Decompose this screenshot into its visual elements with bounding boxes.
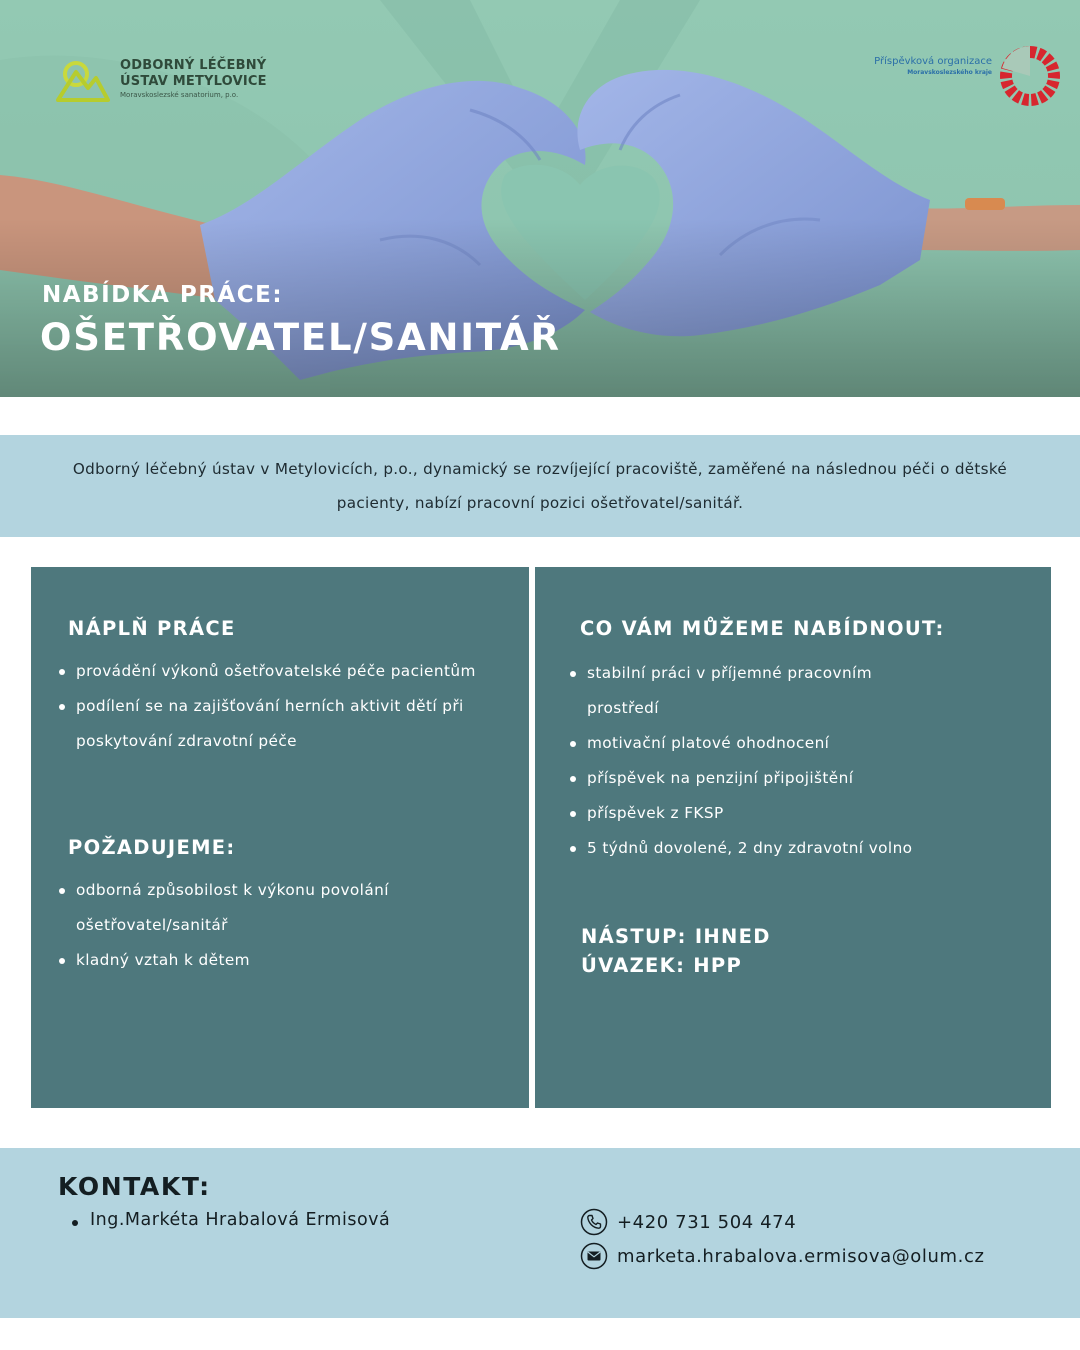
- terms-block: [581, 922, 771, 980]
- badge-line2: Moravskoslezského kraje: [907, 69, 992, 76]
- contact-title: KONTAKT:: [58, 1172, 211, 1201]
- contract-type: ÚVAZEK: HPP: [581, 954, 743, 977]
- list-item: odborná způsobilost k výkonu povolání ošetřovatel/sanitář: [57, 873, 487, 943]
- duties-panel: [31, 567, 529, 1108]
- institution-logo: [56, 58, 267, 102]
- job-offer-label: NABÍDKA PRÁCE:: [42, 282, 284, 308]
- brand-name-line2: ÚSTAV METYLOVICE: [120, 74, 267, 89]
- list-item: kladný vztah k dětem: [57, 943, 487, 978]
- job-title: OŠETŘOVATEL/SANITÁŘ: [40, 316, 561, 359]
- phone-number[interactable]: +420 731 504 474: [617, 1211, 797, 1233]
- offer-title: CO VÁM MŮŽEME NABÍDNOUT:: [580, 617, 945, 640]
- duties-list: [57, 654, 507, 759]
- list-item: příspěvek na penzijní připojištění: [568, 761, 1008, 796]
- email-icon: [580, 1242, 608, 1270]
- list-item: příspěvek z FKSP: [568, 796, 1008, 831]
- contact-person: Ing.Markéta Hrabalová Ermisová: [72, 1210, 390, 1230]
- hero-banner: [0, 0, 1080, 397]
- list-item: podílení se na zajišťování herních aktivit dětí při poskytování zdravotní péče: [57, 689, 507, 759]
- brand-subtitle: Moravskoslezské sanatorium, p.o.: [120, 91, 239, 99]
- email-address[interactable]: marketa.hrabalova.ermisova@olum.cz: [617, 1245, 985, 1267]
- phone-row[interactable]: [580, 1208, 796, 1236]
- email-row[interactable]: [580, 1242, 985, 1270]
- requirements-list: [57, 873, 487, 978]
- contact-band: [0, 1148, 1080, 1318]
- offer-list: [568, 656, 1008, 866]
- list-item: 5 týdnů dovolené, 2 dny zdravotní volno: [568, 831, 1008, 866]
- list-item: provádění výkonů ošetřovatelské péče pacientům: [57, 654, 507, 689]
- offer-panel: [535, 567, 1051, 1108]
- region-ring-icon: [998, 44, 1062, 108]
- list-item: motivační platové ohodnocení: [568, 726, 1008, 761]
- requirements-title: POŽADUJEME:: [68, 836, 236, 859]
- phone-icon: [580, 1208, 608, 1236]
- region-badge: [874, 44, 1062, 108]
- intro-text: Odborný léčebný ústav v Metylovicích, p.o., dynamický se rozvíjející pracoviště, zaměřené na následnou péči o dětské pacienty, nabízí pracovní pozici ošetřovatel/sanitář.: [72, 460, 1008, 512]
- brand-name-line1: ODBORNÝ LÉČEBNÝ: [120, 58, 267, 73]
- duties-title: NÁPLŇ PRÁCE: [68, 617, 236, 640]
- list-item: stabilní práci v příjemné pracovním prostředí: [568, 656, 907, 726]
- start-date: NÁSTUP: IHNED: [581, 925, 771, 948]
- intro-band: [0, 435, 1080, 537]
- badge-line1: Příspěvková organizace: [874, 56, 992, 67]
- logo-mountain-icon: [56, 58, 110, 102]
